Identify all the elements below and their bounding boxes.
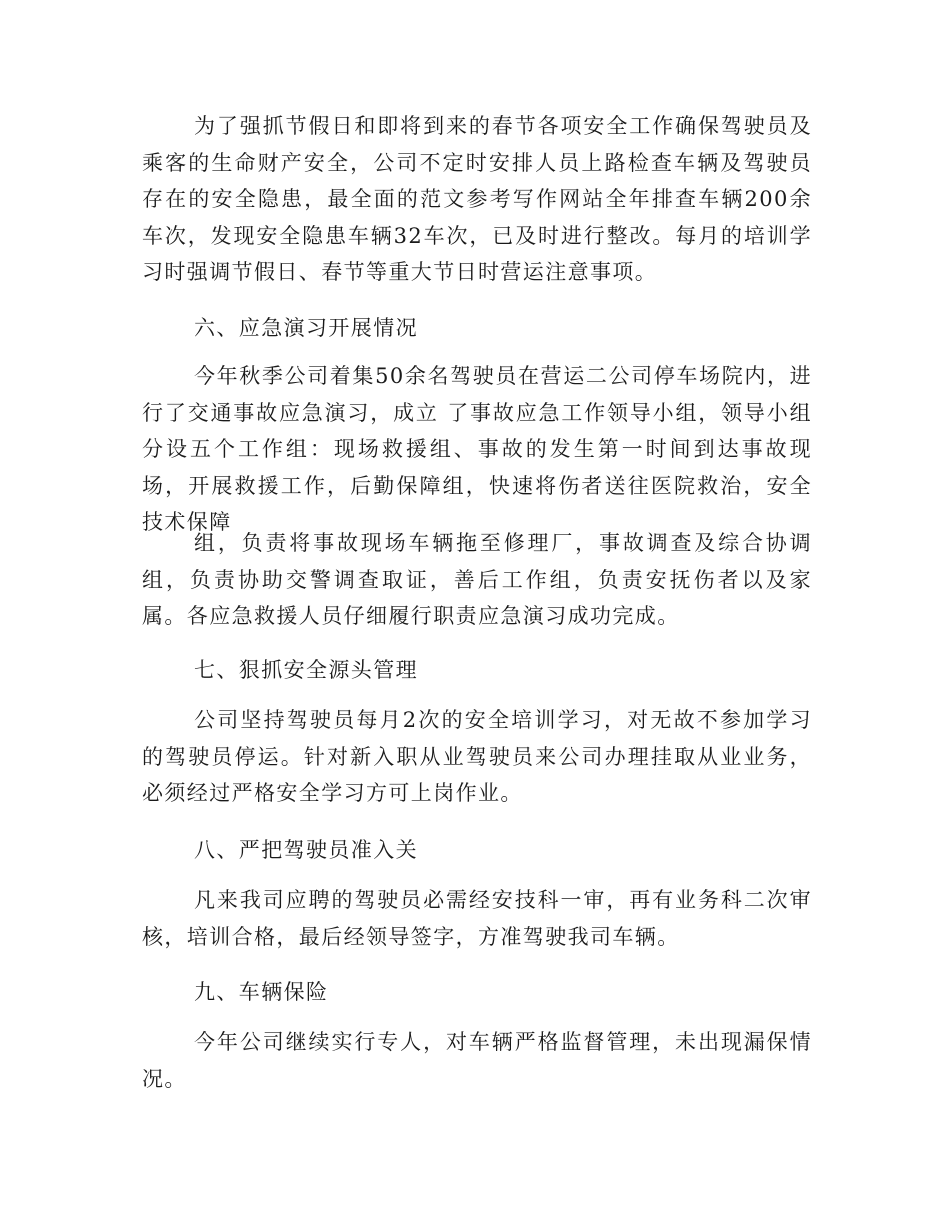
paragraph-drill-groups: 组，负责将事故现场车辆拖至修理厂，事故调查及综合协调组，负责协助交警调查取证，善后工作组，负责安抚伤者以及家属。各应急救援人员仔细履行职责应急演习成功完成。 xyxy=(142,531,812,629)
heading-source-management: 七、狠抓安全源头管理 xyxy=(194,658,418,682)
paragraph-source-management: 公司坚持驾驶员每月2次的安全培训学习，对无故不参加学习的驾驶员停运。针对新入职从业驾驶员来公司办理挂取从业业务，必须经过严格安全学习方可上岗作业。 xyxy=(142,708,812,806)
heading-vehicle-insurance: 九、车辆保险 xyxy=(194,980,329,1004)
paragraph-holiday-safety: 为了强抓节假日和即将到来的春节各项安全工作确保驾驶员及乘客的生命财产安全，公司不定时安排人员上路检查车辆及驾驶员存在的安全隐患，最全面的范文参考写作网站全年排查车辆200余车次，发现安全隐患车辆32车次，已及时进行整改。每月的培训学习时强调节假日、春节等重大节日时营运注意事项。 xyxy=(142,114,812,285)
paragraph-driver-admission: 凡来我司应聘的驾驶员必需经安技科一审，再有业务科二次审核，培训合格，最后经领导签字，方准驾驶我司车辆。 xyxy=(142,888,812,949)
heading-emergency-drill: 六、应急演习开展情况 xyxy=(194,316,418,340)
paragraph-emergency-drill: 今年秋季公司着集50余名驾驶员在营运二公司停车场院内，进行了交通事故应急演习，成立 了事故应急工作领导小组，领导小组分设五个工作组：现场救援组、事故的发生第一时间到达事故现场，开展救援工作，后勤保障组，快速将伤者送往医院救治，安全技术保障 xyxy=(142,364,812,535)
heading-driver-admission: 八、严把驾驶员准入关 xyxy=(194,838,418,862)
paragraph-vehicle-insurance: 今年公司继续实行专人，对车辆严格监督管理，未出现漏保情况。 xyxy=(142,1030,812,1091)
